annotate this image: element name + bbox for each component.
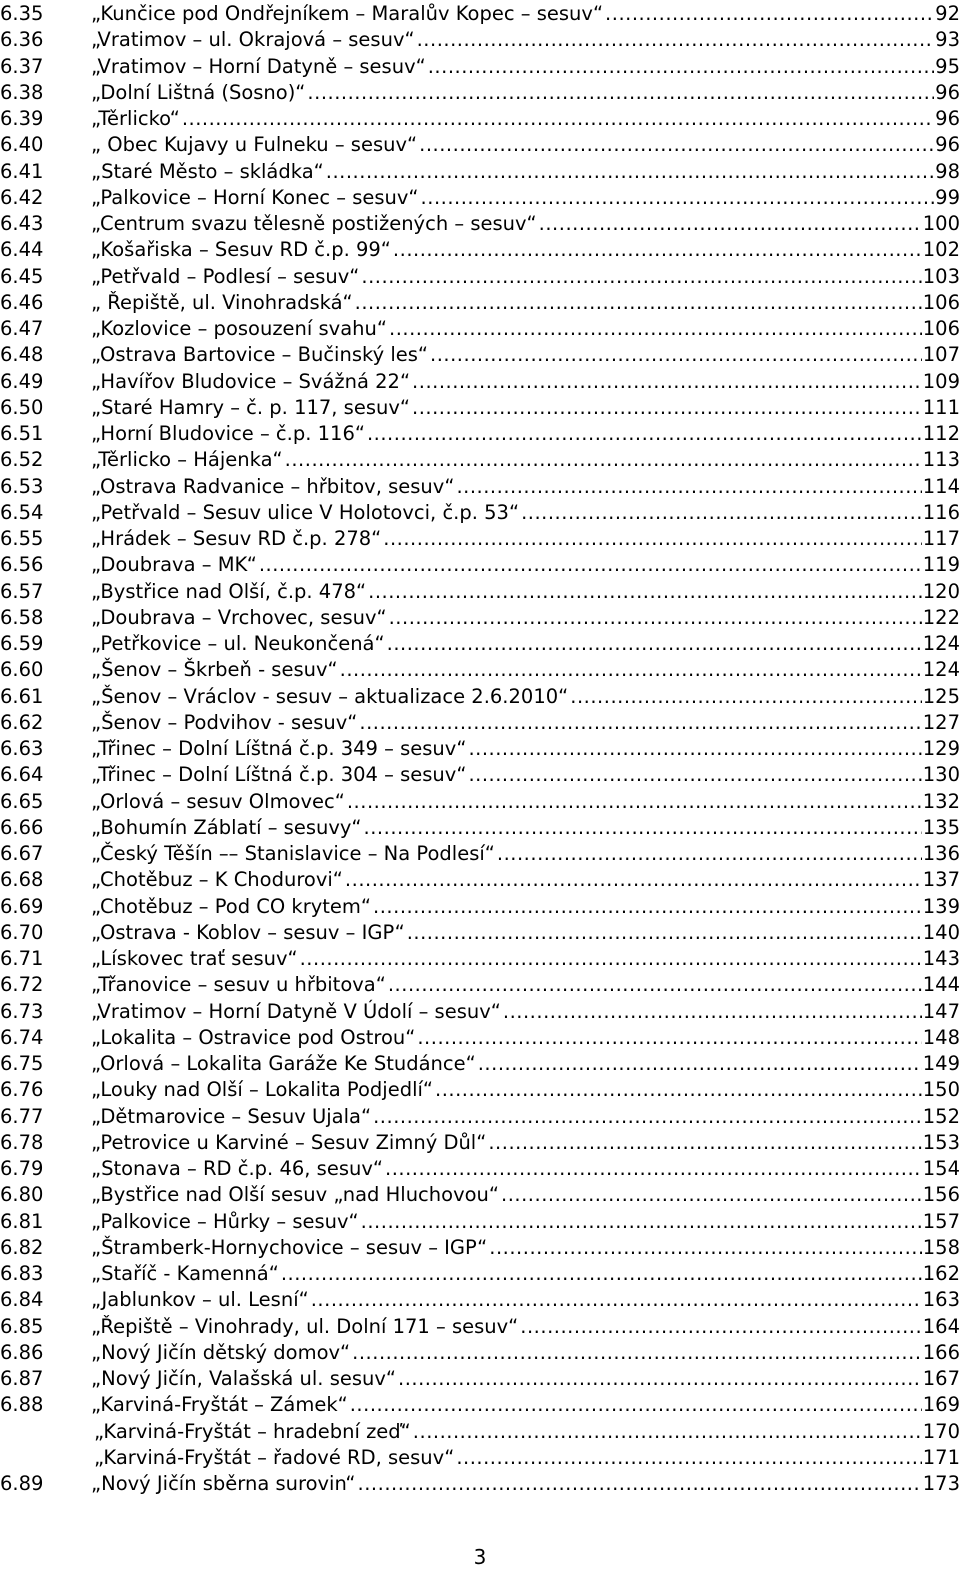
- toc-entry-title: „Petrovice u Karviné – Sesuv Zimný Důl“: [91, 1130, 487, 1154]
- toc-entry-number: 6.56: [0, 553, 44, 577]
- toc-entry-title: „Ostrava Bartovice – Bučinský les“: [91, 343, 428, 367]
- toc-entry-page: 107: [922, 343, 960, 367]
- toc-dot-leader: [383, 526, 922, 552]
- toc-entry-number: 6.53: [0, 474, 44, 498]
- toc-dot-leader: [182, 106, 934, 132]
- toc-entry[interactable]: [0, 342, 960, 368]
- toc-entry-number: 6.38: [0, 80, 44, 104]
- toc-entry-title: „Kunčice pod Ondřejníkem – Maralův Kopec – sesuv“: [91, 2, 604, 25]
- toc-entry-number: 6.48: [0, 343, 44, 367]
- toc-entry[interactable]: [0, 1366, 960, 1392]
- toc-entry[interactable]: [0, 684, 960, 710]
- toc-entry[interactable]: [0, 159, 960, 185]
- toc-entry-page: 93: [935, 28, 960, 52]
- toc-dot-leader: [539, 211, 922, 237]
- toc-entry-title: „Jablunkov – ul. Lesní“: [91, 1288, 309, 1312]
- toc-entry-number: 6.79: [0, 1157, 44, 1180]
- toc-dot-leader: [497, 841, 922, 867]
- toc-entry[interactable]: [0, 316, 960, 342]
- toc-entry[interactable]: [0, 264, 960, 290]
- toc-entry[interactable]: [0, 1130, 960, 1156]
- toc-dot-leader: [300, 946, 922, 972]
- toc-entry-number: 6.40: [0, 133, 44, 157]
- toc-entry[interactable]: [0, 920, 960, 946]
- toc-dot-leader: [412, 369, 922, 395]
- toc-dot-leader: [407, 920, 922, 946]
- toc-entry-title: „Třinec – Dolní Líštná č.p. 304 – sesuv“: [91, 763, 467, 787]
- toc-dot-leader: [385, 1156, 922, 1182]
- toc-dot-leader: [281, 1261, 922, 1287]
- toc-entry-number: 6.66: [0, 815, 44, 839]
- toc-dot-leader: [428, 54, 934, 80]
- toc-entry-number: 6.80: [0, 1183, 44, 1207]
- toc-entry-number: 6.73: [0, 999, 44, 1023]
- toc-entry-title: „Český Těšín –– Stanislavice – Na Podlesí“: [91, 842, 495, 865]
- toc-entry-number: 6.87: [0, 1367, 44, 1390]
- toc-entry-page: 127: [922, 710, 960, 734]
- toc-entry-number: 6.54: [0, 500, 44, 524]
- toc-entry-title: „Karviná-Fryštát – řadové RD, sesuv“: [94, 1445, 455, 1469]
- toc-entry-page: 150: [922, 1078, 960, 1102]
- toc-entry[interactable]: [0, 972, 960, 998]
- toc-entry[interactable]: [0, 1, 960, 27]
- toc-entry-title: „Karviná-Fryštát – hradební zeď“: [94, 1419, 411, 1443]
- toc-entry-page: 148: [922, 1025, 960, 1049]
- toc-entry-page: 122: [922, 605, 960, 629]
- toc-entry[interactable]: [0, 80, 960, 106]
- toc-entry-title: „Nový Jičín dětský domov“: [91, 1340, 351, 1364]
- toc-entry-number: 6.60: [0, 658, 44, 682]
- toc-dot-leader: [570, 684, 922, 710]
- toc-entry[interactable]: [0, 841, 960, 867]
- toc-dot-leader: [373, 894, 922, 920]
- toc-entry-number: 6.77: [0, 1104, 44, 1128]
- page-number: 3: [473, 1545, 487, 1569]
- toc-entry-title: „Palkovice – Hůrky – sesuv“: [91, 1209, 359, 1233]
- toc-entry-title: „Orlová – Lokalita Garáže Ke Studánce“: [91, 1052, 476, 1075]
- toc-entry[interactable]: [0, 1235, 960, 1261]
- toc-dot-leader: [393, 237, 922, 263]
- toc-dot-leader: [361, 1209, 922, 1235]
- toc-entry-number: 6.78: [0, 1130, 44, 1154]
- toc-entry[interactable]: [0, 106, 960, 132]
- toc-entry-title: „Chotěbuz – K Chodurovi“: [91, 868, 343, 892]
- toc-entry-number: 6.45: [0, 264, 44, 288]
- toc-entry-page: 170: [922, 1419, 960, 1443]
- toc-entry-number: 6.46: [0, 290, 44, 314]
- toc-entry-title: „Třinec – Dolní Líštná č.p. 349 – sesuv“: [91, 737, 467, 760]
- toc-entry[interactable]: [0, 526, 960, 552]
- toc-entry-number: 6.58: [0, 605, 44, 629]
- toc-entry-page: 152: [922, 1104, 960, 1128]
- toc-entry-page: 147: [922, 999, 960, 1023]
- toc-entry-number: 6.41: [0, 159, 44, 183]
- toc-entry-number: 6.82: [0, 1235, 44, 1259]
- toc-entry[interactable]: [0, 395, 960, 421]
- toc-entry-title: „ Řepiště, ul. Vinohradská“: [91, 290, 353, 314]
- toc-dot-leader: [368, 579, 922, 605]
- toc-entry-number: 6.83: [0, 1262, 44, 1285]
- toc-entry-number: 6.75: [0, 1052, 44, 1075]
- toc-entry[interactable]: [0, 710, 960, 736]
- toc-dot-leader: [503, 999, 922, 1025]
- toc-entry-title: „Kozlovice – posouzení svahu“: [91, 317, 387, 340]
- toc-entry-title: „Havířov Bludovice – Svážná 22“: [91, 369, 411, 393]
- toc-dot-leader: [389, 316, 922, 342]
- toc-dot-leader: [468, 736, 921, 762]
- toc-entry-title: „Nový Jičín, Valašská ul. sesuv“: [91, 1367, 397, 1390]
- toc-entry-title: „Těrlicko“: [91, 107, 180, 130]
- toc-dot-leader: [412, 395, 922, 421]
- toc-entry[interactable]: [0, 789, 960, 815]
- toc-entry-page: 162: [922, 1262, 960, 1285]
- toc-entry-page: 169: [922, 1393, 960, 1417]
- toc-entry-title: „Palkovice – Horní Konec – sesuv“: [91, 185, 419, 209]
- toc-entry-page: 98: [935, 159, 960, 183]
- toc-entry-page: 106: [922, 317, 960, 340]
- toc-entry-page: 113: [922, 448, 960, 472]
- toc-entry-number: 6.72: [0, 973, 44, 997]
- toc-entry[interactable]: [0, 474, 960, 500]
- toc-entry-page: 114: [922, 474, 960, 498]
- toc-entry-page: 158: [922, 1235, 960, 1259]
- toc-entry-title: „Košařiska – Sesuv RD č.p. 99“: [91, 238, 391, 262]
- toc-entry-number: 6.64: [0, 763, 44, 787]
- toc-entry-page: 144: [922, 973, 960, 997]
- toc-entry-number: 6.47: [0, 317, 44, 340]
- toc-dot-leader: [259, 552, 922, 578]
- toc-entry-page: 132: [922, 789, 960, 813]
- toc-entry[interactable]: [0, 237, 960, 263]
- toc-entry-number: 6.61: [0, 684, 44, 708]
- toc-entry-number: 6.55: [0, 527, 44, 550]
- toc-entry[interactable]: [0, 1182, 960, 1208]
- toc-entry-number: 6.67: [0, 842, 44, 865]
- toc-entry-page: 106: [922, 290, 960, 314]
- toc-entry-number: 6.63: [0, 737, 44, 760]
- toc-entry-title: „ Obec Kujavy u Fulneku – sesuv“: [91, 133, 418, 157]
- toc-entry-number: 6.36: [0, 28, 44, 52]
- toc-dot-leader: [311, 1287, 922, 1313]
- toc-entry[interactable]: [0, 552, 960, 578]
- toc-dot-leader: [398, 1366, 922, 1392]
- toc-entry-number: 6.76: [0, 1078, 44, 1102]
- toc-entry[interactable]: [0, 211, 960, 237]
- toc-entry-title: „Třanovice – sesuv u hřbitova“: [91, 973, 386, 997]
- toc-entry-page: 96: [935, 107, 960, 130]
- toc-entry[interactable]: [0, 1340, 960, 1366]
- toc-entry-title: „Šenov – Podvihov - sesuv“: [91, 710, 358, 734]
- toc-entry-page: 99: [935, 185, 960, 209]
- toc-entry-page: 137: [922, 868, 960, 892]
- toc-entry-number: 6.35: [0, 2, 44, 25]
- toc-entry[interactable]: [0, 1261, 960, 1287]
- toc-dot-leader: [413, 1419, 922, 1445]
- toc-entry[interactable]: [0, 946, 960, 972]
- toc-entry-number: 6.89: [0, 1472, 44, 1495]
- toc-entry-number: 6.50: [0, 395, 44, 419]
- toc-entry-number: 6.42: [0, 185, 44, 209]
- toc-entry-page: 95: [935, 54, 960, 78]
- toc-entry-title: „Těrlicko – Hájenka“: [91, 448, 283, 472]
- toc-entry-title: „Petřkovice – ul. Neukončená“: [91, 632, 385, 655]
- toc-entry-title: „Štramberk-Hornychovice – sesuv – IGP“: [91, 1235, 488, 1259]
- toc-entry-page: 164: [922, 1314, 960, 1338]
- toc-entry-page: 154: [922, 1157, 960, 1180]
- toc-entry-title: „Vratimov – ul. Okrajová – sesuv“: [91, 28, 415, 52]
- toc-entry-number: 6.86: [0, 1340, 44, 1364]
- toc-dot-leader: [417, 27, 935, 53]
- toc-entry-number: 6.74: [0, 1025, 44, 1049]
- toc-entry-page: 135: [922, 815, 960, 839]
- toc-dot-leader: [456, 1445, 921, 1471]
- toc-entry-page: 156: [922, 1183, 960, 1207]
- toc-entry-page: 116: [922, 500, 960, 524]
- toc-dot-leader: [478, 1051, 922, 1077]
- toc-entry-page: 167: [922, 1367, 960, 1390]
- toc-entry-title: „Staříč - Kamenná“: [91, 1262, 279, 1285]
- toc-entry-page: 96: [935, 133, 960, 157]
- toc-entry-page: 111: [922, 395, 960, 419]
- toc-entry-page: 125: [922, 684, 960, 708]
- toc-entry[interactable]: [0, 421, 960, 447]
- toc-dot-leader: [501, 1182, 922, 1208]
- toc-entry-title: „Bystřice nad Olší sesuv „nad Hluchovou“: [91, 1183, 499, 1207]
- toc-entry-title: „Lokalita – Ostravice pod Ostrou“: [91, 1025, 416, 1049]
- toc-entry-page: 173: [922, 1472, 960, 1495]
- toc-entry[interactable]: [0, 631, 960, 657]
- toc-entry-page: 119: [922, 553, 960, 577]
- toc-dot-leader: [285, 447, 922, 473]
- toc-entry-title: „Bystřice nad Olší, č.p. 478“: [91, 579, 367, 603]
- toc-entry-page: 102: [922, 238, 960, 262]
- toc-dot-leader: [358, 1471, 922, 1497]
- toc-entry-number: 6.88: [0, 1393, 44, 1417]
- toc-entry-title: „Staré Město – skládka“: [91, 159, 324, 183]
- toc-entry-page: 163: [922, 1288, 960, 1312]
- toc-entry[interactable]: [0, 736, 960, 762]
- toc-entry-page: 103: [922, 264, 960, 288]
- toc-entry[interactable]: [0, 369, 960, 395]
- toc-entry-title: „Karviná-Fryštát – Zámek“: [91, 1393, 348, 1417]
- toc-dot-leader: [345, 867, 922, 893]
- toc-dot-leader: [350, 1392, 922, 1418]
- toc-entry-page: 140: [922, 920, 960, 944]
- toc-entry-title: „Petřvald – Podlesí – sesuv“: [91, 264, 360, 288]
- toc-entry-page: 136: [922, 842, 960, 865]
- toc-entry-number: 6.43: [0, 212, 44, 235]
- toc-entry-number: 6.51: [0, 422, 44, 445]
- toc-entry-title: „Ostrava Radvanice – hřbitov, sesuv“: [91, 474, 455, 498]
- toc-entry[interactable]: [0, 500, 960, 526]
- toc-entry-page: 96: [935, 80, 960, 104]
- toc-entry-page: 124: [922, 632, 960, 655]
- toc-entry[interactable]: [0, 1445, 960, 1471]
- toc-entry[interactable]: [0, 1287, 960, 1313]
- toc-entry-title: „Orlová – sesuv Olmovec“: [91, 789, 345, 813]
- toc-entry[interactable]: [0, 579, 960, 605]
- toc-entry-title: „Dolní Lištná (Sosno)“: [91, 80, 306, 104]
- toc-entry-title: „Hrádek – Sesuv RD č.p. 278“: [91, 527, 382, 550]
- toc-entry-title: „Vratimov – Horní Datyně V Údolí – sesuv“: [91, 999, 501, 1023]
- toc-entry[interactable]: [0, 132, 960, 158]
- toc-entry-number: 6.84: [0, 1288, 44, 1312]
- toc-entry[interactable]: [0, 605, 960, 631]
- toc-entry[interactable]: [0, 1419, 960, 1445]
- toc-entry-title: „Nový Jičín sběrna surovin“: [91, 1472, 356, 1495]
- toc-entry[interactable]: [0, 1051, 960, 1077]
- toc-entry-page: 171: [922, 1445, 960, 1469]
- toc-dot-leader: [521, 500, 922, 526]
- toc-entry-number: 6.59: [0, 632, 44, 655]
- toc-entry[interactable]: [0, 1077, 960, 1103]
- toc-dot-leader: [419, 132, 934, 158]
- toc-entry-number: 6.65: [0, 789, 44, 813]
- toc-entry-title: „Staré Hamry – č. p. 117, sesuv“: [91, 395, 410, 419]
- toc-entry[interactable]: [0, 54, 960, 80]
- toc-entry-title: „Šenov – Škrbeň - sesuv“: [91, 658, 338, 682]
- toc-entry-page: 130: [922, 763, 960, 787]
- toc-entry-title: „Doubrava – MK“: [91, 553, 257, 577]
- toc-entry-page: 92: [935, 2, 960, 25]
- toc-entry-page: 120: [922, 579, 960, 603]
- toc-entry-title: „Šenov – Vráclov - sesuv – aktualizace 2.6.2010“: [91, 684, 569, 708]
- toc-dot-leader: [456, 474, 921, 500]
- toc-entry-page: 153: [922, 1130, 960, 1154]
- toc-entry[interactable]: [0, 1025, 960, 1051]
- toc-entry-title: „Doubrava – Vrchovec, sesuv“: [91, 605, 387, 629]
- toc-dot-leader: [435, 1077, 922, 1103]
- toc-dot-leader: [389, 605, 922, 631]
- toc-entry-title: „Vratimov – Horní Datyně – sesuv“: [91, 54, 426, 78]
- toc-entry-number: 6.81: [0, 1209, 44, 1233]
- toc-entry-number: 6.37: [0, 54, 44, 78]
- toc-entry-page: 129: [922, 737, 960, 760]
- toc-entry-page: 109: [922, 369, 960, 393]
- toc-dot-leader: [520, 1314, 921, 1340]
- toc-entry-number: 6.68: [0, 868, 44, 892]
- toc-entry-number: 6.85: [0, 1314, 44, 1338]
- toc-entry-number: 6.62: [0, 710, 44, 734]
- toc-dot-leader: [361, 264, 921, 290]
- toc-entry-number: 6.44: [0, 238, 44, 262]
- toc-entry[interactable]: [0, 1392, 960, 1418]
- toc-entry-page: 117: [922, 527, 960, 550]
- toc-entry-title: „Lískovec trať sesuv“: [91, 947, 298, 970]
- toc-dot-leader: [488, 1130, 921, 1156]
- toc-dot-leader: [352, 1340, 922, 1366]
- toc-entry-page: 157: [922, 1209, 960, 1233]
- toc-entry-title: „Centrum svazu tělesně postižených – sesuv“: [91, 212, 537, 235]
- toc-dot-leader: [373, 1104, 922, 1130]
- toc-entry-page: 112: [922, 422, 960, 445]
- toc-entry-page: 149: [922, 1052, 960, 1075]
- toc-dot-leader: [421, 185, 935, 211]
- toc-entry-number: 6.70: [0, 920, 44, 944]
- toc-entry-title: „Ostrava - Koblov – sesuv – IGP“: [91, 920, 405, 944]
- toc-entry-title: „Řepiště – Vinohrady, ul. Dolní 171 – sesuv“: [91, 1314, 519, 1338]
- toc-entry[interactable]: [0, 1156, 960, 1182]
- toc-entry-number: 6.52: [0, 448, 44, 472]
- toc-entry-page: 124: [922, 658, 960, 682]
- toc-entry-title: „Dětmarovice – Sesuv Ujala“: [91, 1104, 372, 1128]
- toc-entry[interactable]: [0, 815, 960, 841]
- toc-entry-page: 100: [922, 212, 960, 235]
- toc-entry-page: 139: [922, 894, 960, 918]
- toc-entry-title: „Chotěbuz – Pod CO krytem“: [91, 894, 372, 918]
- toc-entry[interactable]: [0, 657, 960, 683]
- toc-dot-leader: [468, 762, 921, 788]
- toc-entry[interactable]: [0, 1471, 960, 1497]
- toc-entry-title: „Petřvald – Sesuv ulice V Holotovci, č.p. 53“: [91, 500, 520, 524]
- toc-entry-number: 6.71: [0, 947, 44, 970]
- toc-dot-leader: [340, 657, 922, 683]
- toc-dot-leader: [355, 290, 922, 316]
- toc-dot-leader: [387, 631, 922, 657]
- toc-entry-title: „Horní Bludovice – č.p. 116“: [91, 422, 365, 445]
- toc-entry-title: „Stonava – RD č.p. 46, sesuv“: [91, 1157, 383, 1180]
- toc-entry[interactable]: [0, 290, 960, 316]
- toc-entry[interactable]: [0, 999, 960, 1025]
- toc-entry[interactable]: [0, 1104, 960, 1130]
- toc-entry-number: 6.49: [0, 369, 44, 393]
- toc-dot-leader: [605, 1, 934, 27]
- toc-entry[interactable]: [0, 27, 960, 53]
- toc-entry-page: 143: [922, 947, 960, 970]
- toc-dot-leader: [307, 80, 934, 106]
- toc-entry[interactable]: [0, 894, 960, 920]
- toc-dot-leader: [489, 1235, 922, 1261]
- toc-entry-number: 6.39: [0, 107, 44, 130]
- toc-dot-leader: [326, 159, 934, 185]
- toc-dot-leader: [359, 710, 921, 736]
- toc-entry[interactable]: [0, 867, 960, 893]
- toc-entry-number: 6.69: [0, 894, 44, 918]
- toc-entry-title: „Louky nad Olší – Lokalita Podjedlí“: [91, 1078, 434, 1102]
- toc-entry-title: „Bohumín Záblatí – sesuvy“: [91, 815, 362, 839]
- toc-dot-leader: [430, 342, 922, 368]
- toc-entry-number: 6.57: [0, 579, 44, 603]
- toc-entry[interactable]: [0, 1209, 960, 1235]
- toc-entry-page: 166: [922, 1340, 960, 1364]
- toc-dot-leader: [417, 1025, 921, 1051]
- toc-dot-leader: [364, 815, 922, 841]
- toc-dot-leader: [367, 421, 922, 447]
- toc-entry[interactable]: [0, 762, 960, 788]
- toc-dot-leader: [388, 972, 922, 998]
- toc-entry[interactable]: [0, 447, 960, 473]
- toc-dot-leader: [347, 789, 922, 815]
- toc-entry[interactable]: [0, 1314, 960, 1340]
- toc-entry[interactable]: [0, 185, 960, 211]
